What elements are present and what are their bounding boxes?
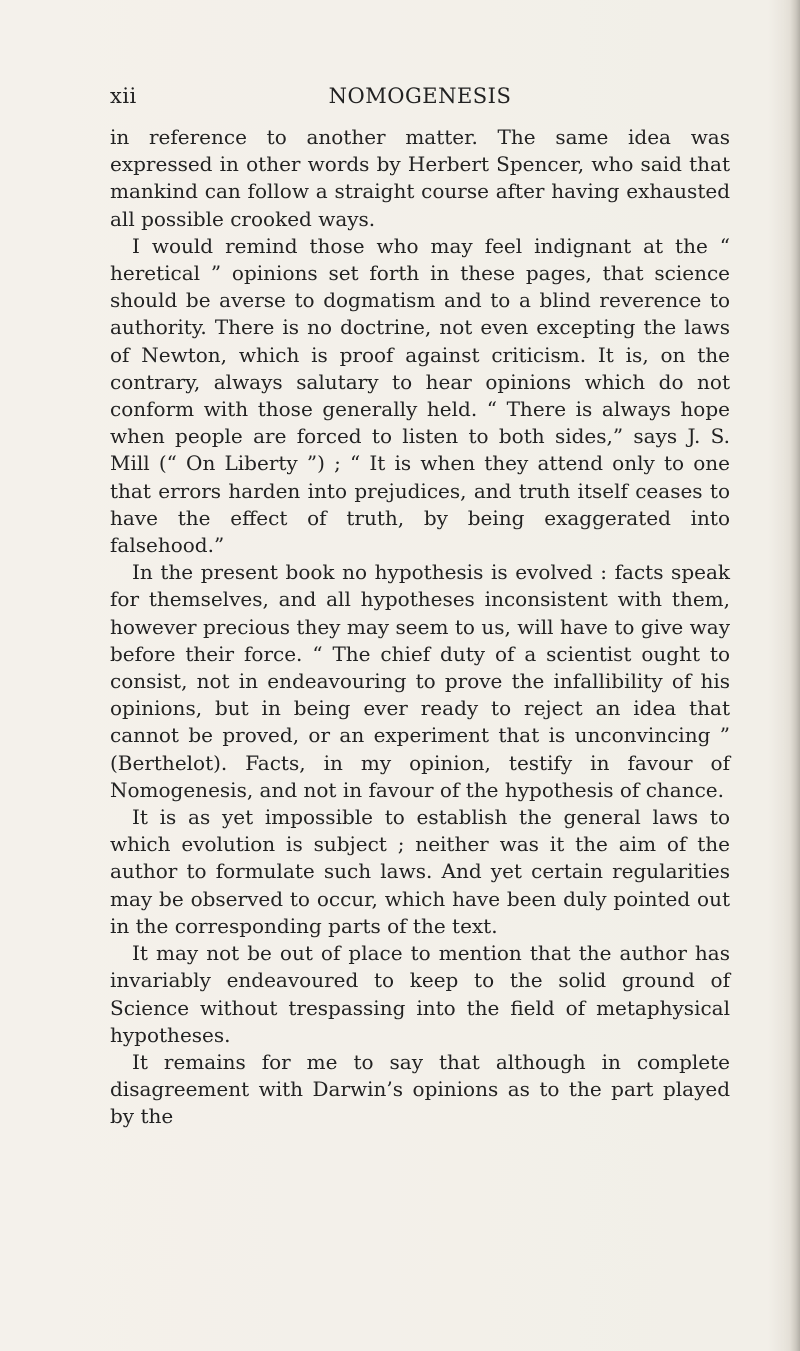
running-title: NOMOGENESIS	[328, 84, 512, 108]
page-number: xii	[110, 84, 137, 108]
page-header	[110, 84, 730, 114]
page-edge-shadow	[790, 0, 800, 1351]
paragraph-heretical-opinions: I would remind those who may feel indignant at the “ heretical ” opinions set forth in these pages, that science should be averse to dogmatism and to a blind reverence to authority. There is no doctrine, not even excepting the laws of Newton, which is proof against criticism. It is, on the contrary, always salutary to hear opinions which do not conform with those generally held. “ There is always hope when people are forced to listen to both sides,” says J. S. Mill (“ On Liberty ”) ; “ It is when they attend only to one that errors harden into prejudices, and truth itself ceases to have the effect of truth, by being exaggerated into falsehood.”	[110, 233, 730, 558]
paragraph-no-hypothesis: In the present book no hypothesis is evolved : facts speak for themselves, and all hypotheses inconsistent with them, however precious they may seem to us, will have to give way before their force. “ The chief duty of a scientist ought to consist, not in endeavouring to prove the infallibility of his opinions, but in being ever ready to reject an idea that cannot be proved, or an experiment that is unconvincing ” (Berthelot). Facts, in my opinion, testify in favour of Nomogenesis, and not in favour of the hypothesis of chance.	[110, 560, 730, 802]
paragraph-general-laws: It is as yet impossible to establish the general laws to which evolution is subject ; neither was it the aim of the author to formulate such laws. And yet certain regularities may be observed to occur, which have been duly pointed out in the corresponding parts of the text.	[110, 805, 730, 938]
page-body	[110, 124, 730, 1131]
paragraph-darwin: It remains for me to say that although in complete disagreement with Darwin’s opinions as to the part played by the	[110, 1049, 730, 1129]
paragraph-solid-ground: It may not be out of place to mention that the author has invariably endeavoured to keep to the solid ground of Science without trespassing into the field of metaphysical hypotheses.	[110, 941, 730, 1047]
paragraph-continuation: in reference to another matter. The same idea was expressed in other words by Herbert Spencer, who said that mankind can follow a straight course after having exhausted all possible crooked ways.	[110, 125, 730, 231]
